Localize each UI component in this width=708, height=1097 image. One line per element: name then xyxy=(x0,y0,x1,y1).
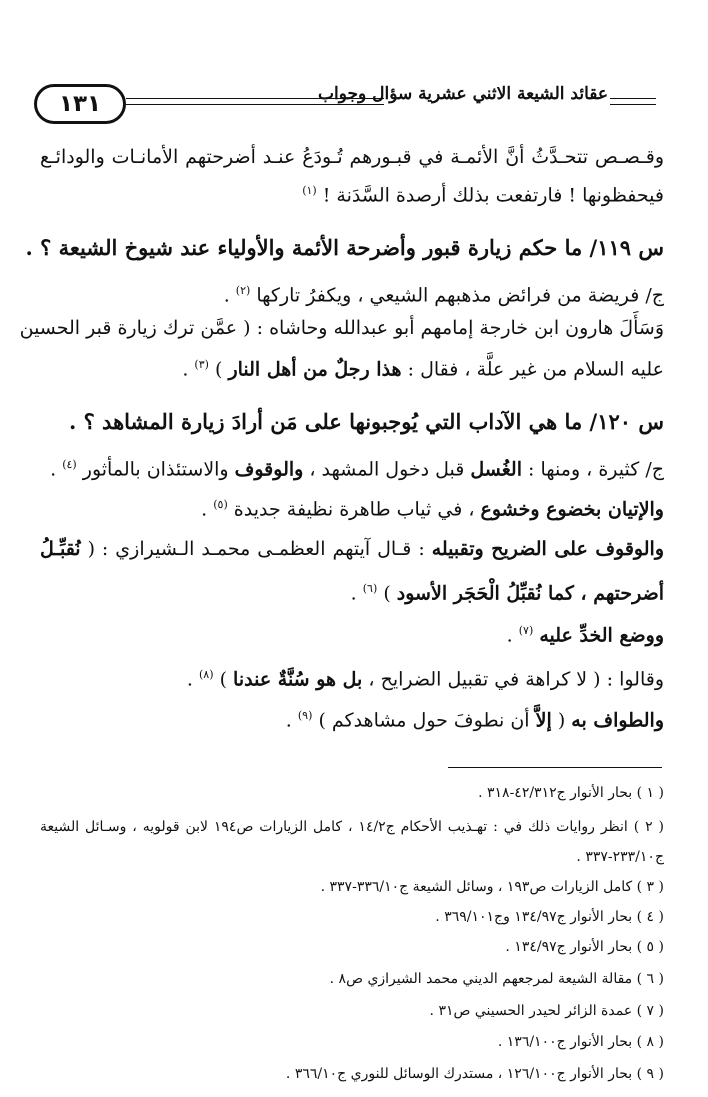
answer-line: والطواف به ( إلاَّ أن نطوفَ حول مشاهدكم ) $^{(٩)}$ . xyxy=(285,709,664,732)
answer-line: والإتيان بخضوع وخشوع ، في ثياب طاهرة نظيفة جديدة $^{(٥)}$ . xyxy=(201,498,664,521)
header-rule xyxy=(610,104,656,105)
footnote: ( ٧ ) عمدة الزائر لحيدر الحسيني ص٣١ . xyxy=(429,1003,664,1019)
footnote: ( ٩ ) بحار الأنوار ج١٢٦/١٠٠ ، مستدرك الوسائل للنوري ج٣٦٦/١٠ . xyxy=(285,1066,664,1082)
answer-line: ج/ كثيرة ، ومنها : الغُسل قبل دخول المشهد ، والوقوف والاستئذان بالمأثور $^{(٤)}$ . xyxy=(50,458,664,481)
header-rule xyxy=(610,98,656,99)
footnote: ( ٣ ) كامل الزيارات ص١٩٣ ، وسائل الشيعة ج٣٣٦/١٠-٣٣٧ . xyxy=(320,879,664,895)
footnote-ref: (٢) xyxy=(235,284,251,297)
footnote: ( ٢ ) انظر روايات ذلك في : تهـذيب الأحكام ج١٤/٢ ، كامل الزيارات ص١٩٤ لابن قولويه ، وسـائل الشيعة xyxy=(40,819,664,835)
page-number: ١٣١ xyxy=(34,84,126,124)
footnote-divider xyxy=(448,767,662,768)
answer-line: أضرحتهم ، كما نُقبِّلُ الْحَجَر الأسود ) $^{(٦)}$ . xyxy=(350,582,664,605)
question-heading: س ١١٩/ ما حكم زيارة قبور وأضرحة الأئمة والأولياء عند شيوخ الشيعة ؟ . xyxy=(25,235,664,260)
footnote-ref: (٧) xyxy=(518,624,534,637)
footnote: ( ٦ ) مقالة الشيعة لمرجعهم الديني محمد الشيرازي ص٨ . xyxy=(329,971,664,987)
header-rule xyxy=(126,104,384,105)
footnote-ref: (٣) xyxy=(194,358,209,371)
footnote-ref: (١) xyxy=(302,184,317,197)
body-line: وقـصـص تتحـدَّثُ أنَّ الأئمـة في قبـورهم تُـودَعُ عنـد أضرحتهم الأمانـات والودائـع xyxy=(40,146,664,168)
answer-line: ووضع الخدِّ عليه $^{(٧)}$ . xyxy=(506,624,664,647)
footnote-ref: (٤) xyxy=(62,458,77,471)
question-heading: س ١٢٠/ ما هي الآداب التي يُوجبونها على مَن أرادَ زيارة المشاهد ؟ . xyxy=(68,409,664,434)
footnote: ( ٨ ) بحار الأنوار ج١٣٦/١٠٠ . xyxy=(497,1034,664,1050)
footnote-ref: (٥) xyxy=(213,498,228,511)
answer-line: وقالوا : ( لا كراهة في تقبيل الضرايح ، بل هو سُنَّةٌ عندنا ) $^{(٨)}$ . xyxy=(186,668,664,691)
answer-line: والوقوف على الضريح وتقبيله : قـال آيتهم العظمـى محمـد الـشيرازي : ( نُقبِّـلُ xyxy=(40,538,664,560)
footnote-ref: (٩) xyxy=(297,709,313,722)
footnote: ( ٤ ) بحار الأنوار ج١٣٤/٩٧ وج٣٦٩/١٠١ . xyxy=(435,909,664,925)
answer-line: ج/ فريضة من فرائض مذهبهم الشيعي ، ويكفرُ تاركها $^{(٢)}$ . xyxy=(223,284,664,307)
running-title: عقائد الشيعة الاثني عشرية سؤال وجواب xyxy=(318,84,608,104)
footnote: ( ٥ ) بحار الأنوار ج١٣٤/٩٧ . xyxy=(505,939,664,955)
answer-line: عليه السلام من غير علَّة ، فقال : هذا رجلٌ من أهل النار ) $^{(٣)}$ . xyxy=(182,358,664,381)
footnote: ج٢٣٣/١٠-٣٣٧ . xyxy=(576,849,664,865)
footnote-ref: (٨) xyxy=(199,668,214,681)
footnote-ref: (٦) xyxy=(362,582,378,595)
answer-line: وَسَأَلَ هارون ابن خارجة إمامهم أبو عبدالله وحاشاه : ( عمَّن ترك زيارة قبر الحسين xyxy=(19,317,664,339)
footnote: ( ١ ) بحار الأنوار ج٤٢/٣١٢-٣١٨ . xyxy=(478,785,664,801)
body-line: فيحفظونها ! فارتفعت بذلك أرصدة السَّدَنة ! $^{(١)}$ xyxy=(302,184,664,207)
